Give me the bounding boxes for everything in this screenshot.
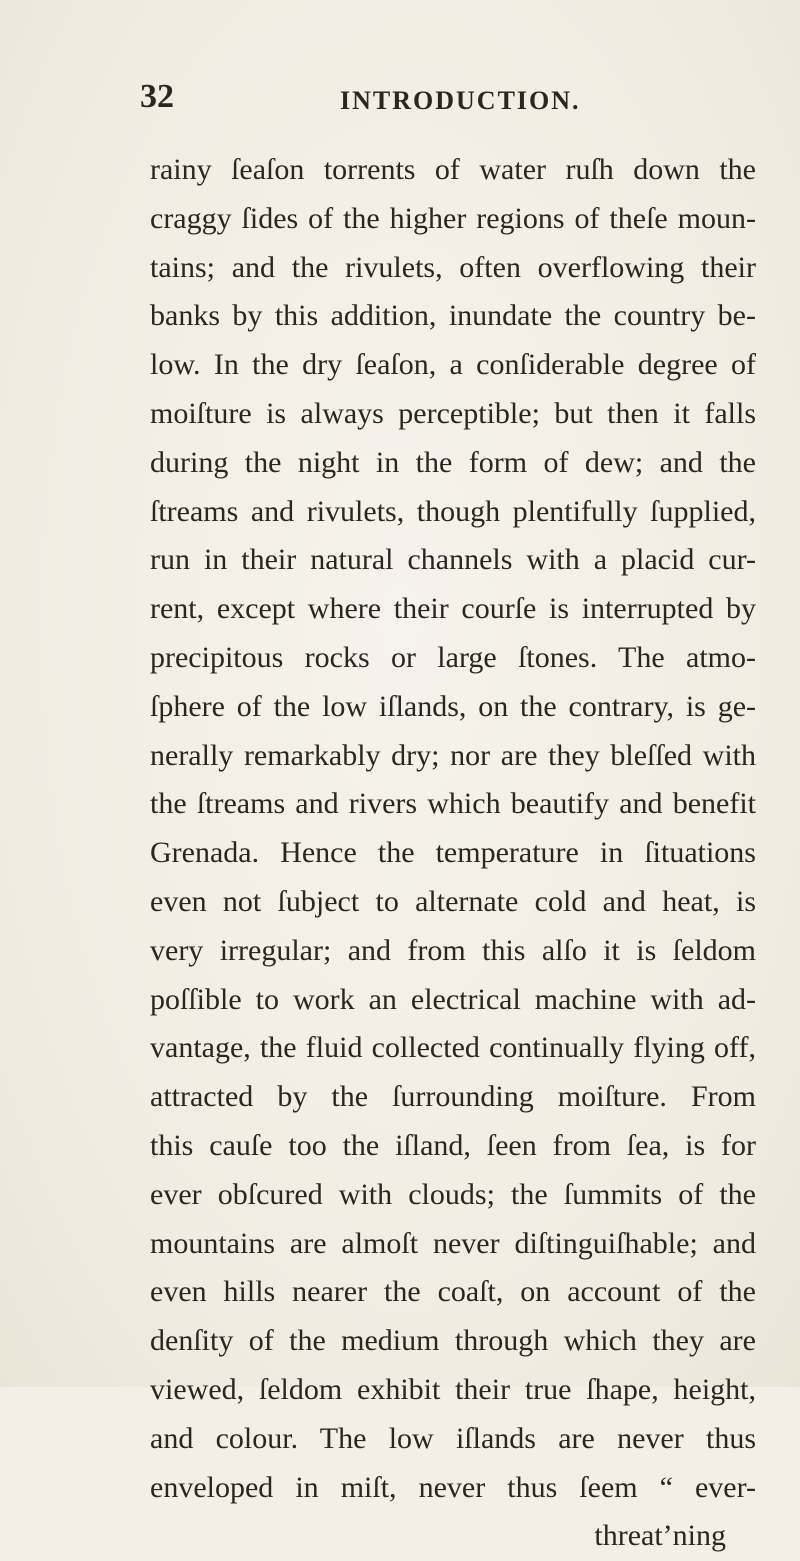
text-line: attracted by the ſurrounding moiſture. From [150,1080,756,1114]
text-line: ſphere of the low iſlands, on the contrary, is ge- [150,689,756,723]
text-line: Grenada. Hence the temperature in ſituations [150,836,756,870]
text-line: tains; and the rivulets, often overflowing their [150,250,756,284]
body-text [150,146,756,1561]
text-line: low. In the dry ſeaſon, a conſiderable degree of [150,348,756,382]
text-line: precipitous rocks or large ſtones. The atmo- [150,640,756,674]
text-line: craggy ſides of the higher regions of theſe moun- [150,201,756,235]
text-line: nerally remarkably dry; nor are they bleſſed with [150,738,756,772]
text-line: viewed, ſeldom exhibit their true ſhape, height, [150,1372,756,1406]
text-line: moiſture is always perceptible; but then it falls [150,396,756,430]
page-number: 32 [140,78,174,115]
text-line: even hills nearer the coaſt, on account of the [150,1275,756,1309]
text-line: and colour. The low iſlands are never thus [150,1421,756,1455]
text-line: poſſible to work an electrical machine with ad- [150,982,756,1016]
text-line: banks by this addition, inundate the country be- [150,299,756,333]
text-line: rent, except where their courſe is interrupted by [150,592,756,626]
page-header [140,78,760,128]
text-line: rainy ſeaſon torrents of water ruſh down the [150,153,756,186]
text-line: the ſtreams and rivers which beautify and benefit [150,787,756,821]
text-line: ſtreams and rivulets, though plentifully ſupplied, [150,494,756,528]
text-line: very irregular; and from this alſo it is ſeldom [150,933,756,967]
text-line: even not ſubject to alternate cold and heat, is [150,884,756,918]
catchword: threat’ning [594,1519,726,1553]
text-line: run in their natural channels with a placid cur- [150,543,756,577]
text-line: during the night in the form of dew; and the [150,445,756,479]
text-line: vantage, the fluid collected continually flying off, [150,1031,756,1065]
text-line: ever obſcured with clouds; the ſummits of the [150,1177,756,1211]
text-line: mountains are almoſt never diſtinguiſhable; and [150,1226,756,1260]
text-line: enveloped in miſt, never thus ſeem “ ever- [150,1470,756,1504]
running-head: INTRODUCTION. [340,86,581,115]
text-line: denſity of the medium through which they are [150,1324,756,1358]
text-line: this cauſe too the iſland, ſeen from ſea, is for [150,1128,756,1162]
